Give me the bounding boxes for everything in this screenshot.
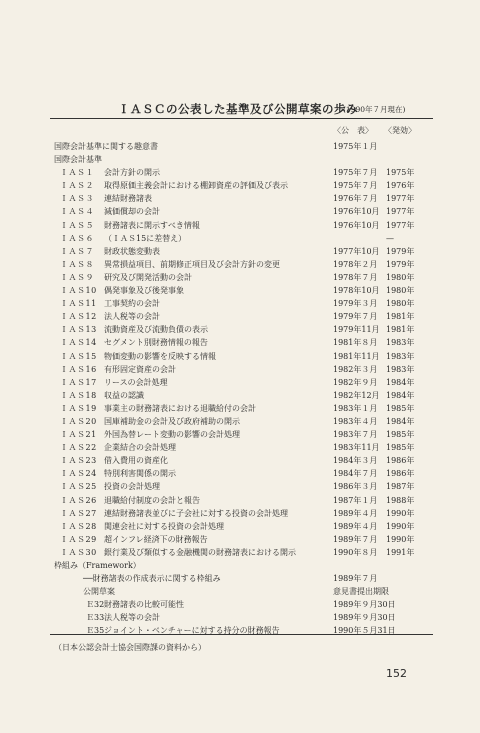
- charter-date: 1975年１月: [333, 142, 378, 151]
- standard-code: ＩＡＳ４: [60, 207, 94, 217]
- standard-code: ＩＡＳ８: [60, 259, 94, 269]
- standard-effective: 1984年: [386, 390, 415, 400]
- page-number: 152: [386, 667, 407, 680]
- source-note: （日本公認会計士協会国際課の資料から）: [54, 643, 206, 652]
- standard-published: 1975年７月: [333, 181, 378, 191]
- standard-title: 投資の会計処理: [104, 482, 160, 492]
- framework-text: ──財務諸表の作成表示に関する枠組み: [83, 574, 221, 584]
- standard-code: ＩＡＳ２: [60, 181, 94, 191]
- standard-code: ＩＡＳ18: [60, 390, 97, 400]
- standard-code: ＩＡＳ16: [60, 364, 97, 374]
- standard-row: [0, 205, 480, 218]
- standard-code: ＩＡＳ19: [60, 403, 97, 413]
- standard-code: ＩＡＳ５: [60, 220, 94, 230]
- column-header-effective: 〈発効〉: [384, 126, 416, 135]
- comment-deadline-header: 意見書提出期限: [333, 587, 389, 597]
- standard-title: 財政状態変動表: [104, 246, 160, 256]
- standard-row: [0, 494, 480, 507]
- standard-code: ＩＡＳ25: [60, 482, 97, 492]
- standard-effective: 1977年: [386, 207, 415, 217]
- standard-published: 1983年４月: [333, 416, 378, 426]
- standard-title: （ＩＡＳ15に差替え）: [104, 233, 187, 243]
- draft-title: 財務諸表の比較可能性: [104, 600, 184, 610]
- standard-published: 1978年２月: [333, 259, 378, 269]
- standard-published: 1989年４月: [333, 508, 378, 518]
- standard-row: [0, 402, 480, 415]
- standard-effective: 1979年: [386, 246, 415, 256]
- standard-title: 取得原価主義会計における棚卸資産の評価及び表示: [104, 181, 288, 191]
- standard-effective: 1985年: [386, 430, 415, 440]
- standard-published: 1989年４月: [333, 521, 378, 531]
- drafts-heading: 公開草案: [83, 587, 115, 597]
- standard-title: 連結財務諸表並びに子会社に対する投資の会計処理: [104, 508, 288, 518]
- standard-code: ＩＡＳ14: [60, 338, 97, 348]
- standard-row: [0, 480, 480, 493]
- standard-published: 1977年10月: [333, 246, 380, 256]
- standard-code: ＩＡＳ30: [60, 547, 97, 557]
- standard-row: [0, 245, 480, 258]
- standard-effective: 1977年: [386, 194, 415, 204]
- standard-effective: 1984年: [386, 416, 415, 426]
- standard-effective: 1983年: [386, 338, 415, 348]
- standard-title: 超インフレ経済下の財務報告: [104, 534, 208, 544]
- standard-effective: 1979年: [386, 259, 415, 269]
- standard-code: ＩＡＳ12: [60, 312, 97, 322]
- draft-row: [0, 611, 480, 624]
- standard-title: 減価償却の会計: [104, 207, 160, 217]
- standard-title: リースの会計処理: [104, 377, 168, 387]
- standard-effective: 1986年: [386, 469, 415, 479]
- framework-heading: 枠組み（Framework）: [54, 561, 141, 570]
- standard-row: [0, 428, 480, 441]
- standard-row: [0, 520, 480, 533]
- draft-title: ジョイント・ベンチャーに対する持分の財務報告: [104, 626, 280, 636]
- standard-published: 1981年８月: [333, 338, 378, 348]
- standard-code: ＩＡＳ22: [60, 443, 97, 453]
- standard-code: ＩＡＳ23: [60, 456, 97, 466]
- standard-effective: 1985年: [386, 443, 415, 453]
- draft-deadline: 1989年９月30日: [333, 600, 396, 610]
- standard-effective: 1983年: [386, 351, 415, 361]
- standard-row: [0, 284, 480, 297]
- standard-code: ＩＡＳ29: [60, 534, 97, 544]
- standard-code: ＩＡＳ３: [60, 194, 94, 204]
- standard-effective: 1976年: [386, 181, 415, 191]
- drafts-heading-row: [0, 585, 480, 598]
- standard-effective: —: [386, 233, 394, 243]
- standard-published: 1982年12月: [333, 390, 380, 400]
- standard-published: 1987年１月: [333, 495, 378, 505]
- standard-row: [0, 271, 480, 284]
- draft-code: Ｅ33: [86, 613, 105, 623]
- standard-published: 1978年７月: [333, 272, 378, 282]
- standard-title: 外国為替レート変動の影響の会計処理: [104, 430, 240, 440]
- standard-code: ＩＡＳ17: [60, 377, 97, 387]
- standard-published: 1976年７月: [333, 194, 378, 204]
- standard-published: 1982年３月: [333, 364, 378, 374]
- standard-published: 1979年11月: [333, 325, 380, 335]
- standard-effective: 1985年: [386, 403, 415, 413]
- standard-row: [0, 376, 480, 389]
- standard-title: 研究及び開発活動の会計: [104, 272, 192, 282]
- standard-code: ＩＡＳ28: [60, 521, 97, 531]
- standard-row: [0, 467, 480, 480]
- standard-row: [0, 533, 480, 546]
- standards-table: [0, 140, 480, 638]
- standard-effective: 1975年: [386, 168, 415, 178]
- standard-row: [0, 363, 480, 376]
- standard-effective: 1980年: [386, 286, 415, 296]
- draft-row: [0, 624, 480, 637]
- standard-title: 企業結合の会計処理: [104, 443, 176, 453]
- standard-published: 1979年３月: [333, 299, 378, 309]
- standard-row: [0, 192, 480, 205]
- standard-code: ＩＡＳ13: [60, 325, 97, 335]
- standard-effective: 1977年: [386, 220, 415, 230]
- standard-row: [0, 454, 480, 467]
- standard-code: ＩＡＳ26: [60, 495, 97, 505]
- standard-effective: 1990年: [386, 508, 415, 518]
- standard-row: [0, 310, 480, 323]
- standard-row: [0, 297, 480, 310]
- draft-code: Ｅ32: [86, 600, 105, 610]
- standard-title: 特別利害関係の開示: [104, 469, 176, 479]
- standard-code: ＩＡＳ15: [60, 351, 97, 361]
- standard-title: 物価変動の影響を反映する情報: [104, 351, 216, 361]
- draft-code: Ｅ35: [86, 626, 105, 636]
- standard-row: [0, 179, 480, 192]
- top-rule: [50, 118, 433, 119]
- standard-published: 1983年７月: [333, 430, 378, 440]
- standard-row: [0, 258, 480, 271]
- standard-code: ＩＡＳ20: [60, 416, 97, 426]
- standard-title: 連結財務諸表: [104, 194, 152, 204]
- standard-row: [0, 166, 480, 179]
- standard-row: [0, 350, 480, 363]
- draft-deadline: 1990年５月31日: [333, 626, 396, 636]
- standard-effective: 1988年: [386, 495, 415, 505]
- standard-code: ＩＡＳ11: [60, 299, 97, 309]
- standard-effective: 1984年: [386, 377, 415, 387]
- standard-effective: 1987年: [386, 482, 415, 492]
- page-title: ＩＡＳＣの公表した基準及び公開草案の歩み: [118, 102, 358, 116]
- standard-code: ＩＡＳ６: [60, 233, 94, 243]
- standards-heading-row: [0, 153, 480, 166]
- standard-published: 1990年８月: [333, 547, 378, 557]
- standard-effective: 1980年: [386, 299, 415, 309]
- standard-title: 流動資産及び流動負債の表示: [104, 325, 208, 335]
- standard-title: 法人税等の会計: [104, 312, 160, 322]
- standard-title: 異常損益項目、前期修正項目及び会計方針の変更: [104, 259, 280, 269]
- standard-title: 事業主の財務諸表における退職給付の会計: [104, 403, 256, 413]
- standard-published: 1984年３月: [333, 456, 378, 466]
- standard-published: 1976年10月: [333, 220, 380, 230]
- standard-row: [0, 232, 480, 245]
- draft-deadline: 1989年９月30日: [333, 613, 396, 623]
- draft-row: [0, 598, 480, 611]
- standard-title: 会計方針の開示: [104, 168, 160, 178]
- charter-text: 国際会計基準に関する趣意書: [54, 142, 158, 151]
- standards-list: [0, 166, 480, 559]
- standard-row: [0, 219, 480, 232]
- standard-published: 1983年１月: [333, 403, 378, 413]
- framework-heading-row: [0, 559, 480, 572]
- standard-code: ＩＡＳ７: [60, 246, 94, 256]
- standard-published: 1976年10月: [333, 207, 380, 217]
- framework-date: 1989年７月: [333, 574, 378, 584]
- standard-effective: 1990年: [386, 534, 415, 544]
- standard-row: [0, 507, 480, 520]
- standard-effective: 1986年: [386, 456, 415, 466]
- standard-effective: 1991年: [386, 547, 415, 557]
- standard-row: [0, 336, 480, 349]
- standard-effective: 1981年: [386, 312, 415, 322]
- standard-title: 偶発事象及び後発事象: [104, 286, 184, 296]
- standard-code: ＩＡＳ24: [60, 469, 97, 479]
- standard-published: 1982年９月: [333, 377, 378, 387]
- standard-title: セグメント別財務情報の報告: [104, 338, 208, 348]
- standard-published: 1986年３月: [333, 482, 378, 492]
- standard-title: 銀行業及び類似する金融機関の財務諸表における開示: [104, 547, 296, 557]
- standard-code: ＩＡＳ１: [60, 168, 94, 178]
- standard-row: [0, 546, 480, 559]
- standard-published: 1981年11月: [333, 351, 380, 361]
- standard-title: 関連会社に対する投資の会計処理: [104, 521, 224, 531]
- standards-heading: 国際会計基準: [54, 155, 102, 165]
- standard-effective: 1983年: [386, 364, 415, 374]
- standard-published: 1978年10月: [333, 286, 380, 296]
- standard-code: ＩＡＳ21: [60, 430, 97, 440]
- standard-published: 1975年７月: [333, 168, 378, 178]
- drafts-list: [0, 598, 480, 637]
- column-header-public: 〈公 表〉: [333, 126, 373, 135]
- standard-row: [0, 415, 480, 428]
- standard-title: 退職給付制度の会計と報告: [104, 495, 200, 505]
- standard-effective: 1980年: [386, 272, 415, 282]
- standard-published: 1984年７月: [333, 469, 378, 479]
- standard-effective: 1990年: [386, 521, 415, 531]
- framework-row: [0, 572, 480, 585]
- title-date: (1990年７月現在): [343, 105, 406, 114]
- charter-row: [0, 140, 480, 153]
- standard-code: ＩＡＳ27: [60, 508, 97, 518]
- standard-code: ＩＡＳ９: [60, 272, 94, 282]
- standard-title: 財務諸表に開示すべき情報: [104, 220, 200, 230]
- standard-effective: 1981年: [386, 325, 415, 335]
- standard-title: 有形固定資産の会計: [104, 364, 176, 374]
- standard-code: ＩＡＳ10: [60, 286, 97, 296]
- bottom-rule: [50, 634, 433, 635]
- standard-published: 1989年７月: [333, 534, 378, 544]
- standard-title: 国庫補助金の会計及び政府補助の開示: [104, 416, 240, 426]
- standard-title: 借入費用の資産化: [104, 456, 168, 466]
- standard-title: 工事契約の会計: [104, 299, 160, 309]
- standard-row: [0, 323, 480, 336]
- standard-published: 1979年７月: [333, 312, 378, 322]
- standard-published: 1983年11月: [333, 443, 380, 453]
- standard-title: 収益の認識: [104, 390, 144, 400]
- standard-row: [0, 389, 480, 402]
- draft-title: 法人税等の会計: [104, 613, 160, 623]
- standard-row: [0, 441, 480, 454]
